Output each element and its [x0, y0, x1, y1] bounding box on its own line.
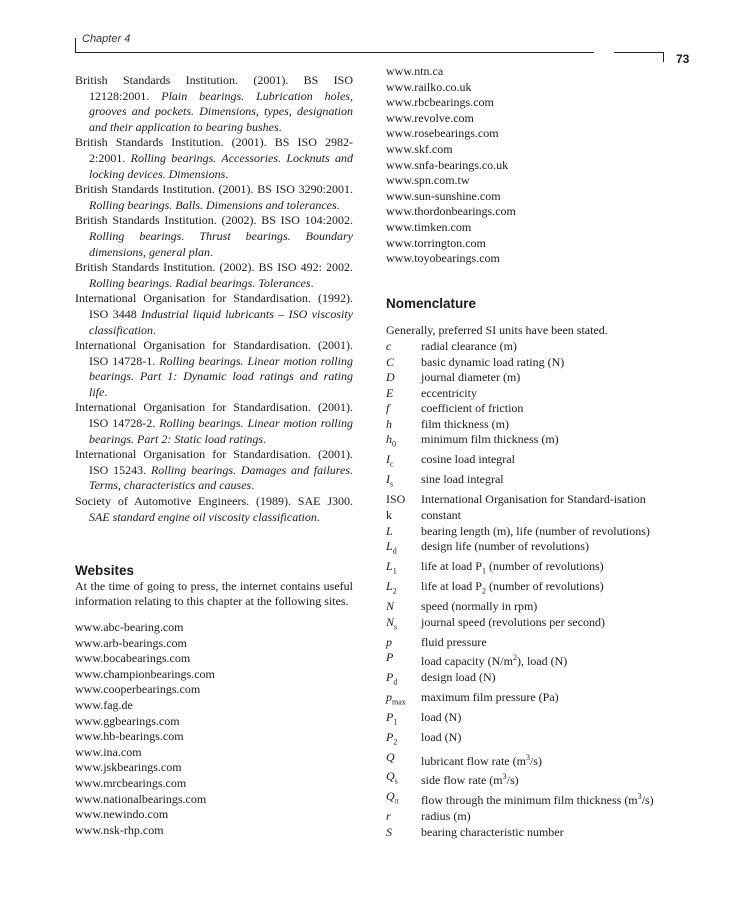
nomenclature-description: radius (m): [421, 809, 471, 824]
reference-end: .: [310, 275, 314, 290]
nomenclature-symbol: P: [386, 650, 394, 665]
reference-entry: [75, 135, 353, 182]
reference-title: Rolling bearings. Accessories. Locknuts and locking devices. Dimensions: [89, 150, 353, 181]
symbol-subscript: s: [394, 622, 398, 632]
nomenclature-entry: [386, 401, 666, 417]
reference-title: Industrial liquid lubricants – ISO viscosity classification: [89, 306, 353, 337]
nomenclature-description: minimum film thickness (m): [421, 432, 559, 447]
nomenclature-description: basic dynamic load rating (N): [421, 354, 565, 369]
symbol-subscript: 1: [392, 566, 397, 576]
website-url[interactable]: www.rbcbearings.com: [386, 95, 494, 110]
website-url[interactable]: www.spn.com.tw: [386, 173, 470, 188]
nomenclature-entry: [386, 615, 666, 635]
desc-subscript: 2: [481, 586, 486, 596]
nomenclature-entry: [386, 472, 666, 492]
website-url[interactable]: www.ina.com: [75, 744, 142, 759]
website-url[interactable]: www.rosebearings.com: [386, 126, 499, 141]
nomenclature-entry: [386, 635, 666, 651]
reference-source: British Standards Institution. (2001). BS ISO 2982-2:2001.: [75, 135, 353, 165]
nomenclature-entry: [386, 650, 666, 670]
reference-source: British Standards Institution. (2001). BS ISO 12128:2001.: [75, 73, 353, 103]
symbol-subscript: max: [392, 697, 406, 707]
reference-source: Society of Automotive Engineers. (1989). SAE J300.: [75, 494, 353, 509]
nomenclature-intro: Generally, preferred SI units have been stated.: [386, 323, 608, 338]
reference-source: International Organisation for Standardisation. (1992). ISO 3448: [75, 291, 353, 321]
reference-end: .: [225, 166, 229, 181]
symbol-subscript: d: [393, 677, 398, 687]
header-rule: [75, 38, 76, 52]
website-url[interactable]: www.cooperbearings.com: [75, 682, 201, 697]
nomenclature-symbol: $P_d$: [386, 669, 398, 687]
nomenclature-symbol: $N_s$: [386, 614, 398, 632]
desc-superscript: 3: [637, 792, 642, 802]
nomenclature-symbol: $P_2$: [386, 729, 398, 747]
reference-source: British Standards Institution. (2002). BS ISO 492: 2002.: [75, 260, 353, 275]
website-list: [75, 620, 353, 838]
reference-end: .: [251, 478, 255, 493]
reference-end: .: [316, 509, 320, 524]
nomenclature-description: fluid pressure: [421, 634, 487, 649]
reference-entry: [75, 494, 353, 525]
website-list: [386, 64, 666, 267]
nomenclature-entry: [386, 599, 666, 615]
website-url[interactable]: www.revolve.com: [386, 110, 474, 125]
reference-title: Plain bearings. Lubrication holes, grooves and pockets. Dimensions, types, designation and their application to bearing bushes: [89, 88, 353, 134]
nomenclature-entry: [386, 452, 666, 472]
nomenclature-description: International Organisation for Standard-isation: [421, 492, 646, 507]
nomenclature-entry: [386, 417, 666, 433]
nomenclature-entry: [386, 809, 666, 825]
symbol-subscript: 2: [393, 737, 398, 747]
symbol-subscript: π: [394, 796, 399, 806]
nomenclature-symbol: $P_1$: [386, 709, 398, 727]
nomenclature-entry: [386, 750, 666, 770]
nomenclature-entry: [386, 492, 666, 508]
nomenclature-description: life at load $P_2$ (number of revolutions): [421, 579, 604, 596]
nomenclature-description: load capacity $(N/m^2)$, load (N): [421, 653, 568, 669]
website-url[interactable]: www.ntn.ca: [386, 64, 444, 78]
page-number: 73: [676, 52, 690, 66]
website-url[interactable]: www.thordonbearings.com: [386, 204, 516, 219]
nomenclature-symbol: E: [386, 385, 394, 400]
nomenclature-description: radial clearance (m): [421, 338, 517, 353]
reference-title: Rolling bearings. Balls. Dimensions and tolerances: [89, 197, 337, 212]
reference-end: .: [278, 119, 282, 134]
nomenclature-symbol: h: [386, 416, 392, 431]
reference-list: [75, 73, 353, 525]
website-url[interactable]: www.nsk-rhp.com: [75, 822, 164, 837]
reference-entry: [75, 73, 353, 135]
website-url[interactable]: www.bocabearings.com: [75, 651, 191, 666]
website-url[interactable]: www.jskbearings.com: [75, 760, 182, 775]
nomenclature-symbol: $I_c$: [386, 452, 394, 469]
website-url[interactable]: www.snfa-bearings.co.uk: [386, 157, 509, 172]
symbol-subscript: 2: [392, 586, 397, 596]
website-url[interactable]: www.toyobearings.com: [386, 251, 500, 266]
reference-title: Rolling bearings. Linear motion rolling bearings. Part 2: Static load ratings: [89, 416, 353, 446]
nomenclature-description: side flow rate $(m^3/s)$: [421, 772, 519, 788]
reference-end: .: [263, 431, 266, 446]
desc-subscript: 1: [481, 566, 486, 576]
website-url[interactable]: www.torrington.com: [386, 235, 486, 250]
websites-intro: At the time of going to press, the internet contains useful information relating to this chapter at the following sites.: [75, 578, 353, 609]
nomenclature-symbol: D: [386, 370, 395, 385]
nomenclature-description: bearing length (m), life (number of revolutions): [421, 523, 650, 538]
symbol-subscript: s: [390, 479, 394, 489]
header-rule: [663, 52, 664, 62]
nomenclature-entry: [386, 355, 666, 371]
nomenclature-symbol: Q: [386, 749, 395, 764]
desc-superscript: 2: [512, 653, 517, 663]
nomenclature-entry: [386, 539, 666, 559]
symbol-subscript: s: [394, 776, 398, 786]
website-url[interactable]: www.skf.com: [386, 141, 453, 156]
nomenclature-symbol: ISO: [386, 492, 406, 507]
website-url[interactable]: www.timken.com: [386, 219, 472, 234]
nomenclature-entry: [386, 690, 666, 710]
reference-title: SAE standard engine oil viscosity classification: [89, 509, 317, 524]
header-rule: [614, 52, 663, 53]
reference-title: Rolling bearings. Damages and failures. Terms, characteristics and causes: [89, 462, 353, 493]
website-url[interactable]: www.newindo.com: [75, 807, 169, 822]
nomenclature-symbol: C: [386, 354, 395, 369]
website-url[interactable]: www.abc-bearing.com: [75, 620, 184, 634]
nomenclature-entry: [386, 432, 666, 452]
nomenclature-symbol: r: [386, 809, 391, 824]
nomenclature-description: design life (number of revolutions): [421, 539, 589, 554]
website-url[interactable]: www.railko.co.uk: [386, 79, 472, 94]
nomenclature-entry: [386, 524, 666, 540]
nomenclature-description: load (N): [421, 729, 462, 744]
reference-title: Rolling bearings. Linear motion rolling bearings. Part 1: Dynamic load ratings and rating life: [89, 353, 353, 399]
websites-heading: Websites: [75, 563, 135, 579]
reference-entry: [75, 400, 353, 447]
nomenclature-description: journal speed (revolutions per second): [421, 614, 605, 629]
nomenclature-description: load (N): [421, 709, 462, 724]
reference-end: .: [210, 244, 213, 259]
website-url[interactable]: www.hb-bearings.com: [75, 729, 184, 744]
nomenclature-entry: [386, 559, 666, 579]
nomenclature-entry: [386, 579, 666, 599]
reference-source: International Organisation for Standardisation. (2001). ISO 15243.: [75, 447, 353, 477]
right-column: [386, 64, 666, 841]
nomenclature-entry: [386, 370, 666, 386]
nomenclature-symbol: $I_s$: [386, 472, 394, 489]
desc-superscript: 3: [502, 772, 507, 782]
reference-entry: [75, 291, 353, 338]
nomenclature-entry: [386, 789, 666, 809]
website-url[interactable]: www.nationalbearings.com: [75, 791, 207, 806]
chapter-label: Chapter 4: [82, 33, 131, 45]
header-rule: [75, 52, 594, 53]
website-url[interactable]: www.fag.de: [75, 697, 133, 712]
symbol-subscript: c: [390, 459, 394, 469]
symbol-subscript: 1: [393, 717, 398, 727]
symbol-subscript: 0: [392, 439, 396, 449]
nomenclature-entry: [386, 339, 666, 355]
reference-entry: [75, 213, 353, 260]
reference-entry: [75, 447, 353, 494]
nomenclature-description: flow through the minimum film thickness $(m^3/s)$: [421, 792, 654, 808]
reference-source: British Standards Institution. (2001). BS ISO 3290:2001.: [75, 182, 353, 197]
nomenclature-entry: [386, 508, 666, 524]
nomenclature-description: lubricant flow rate $(m^3/s)$: [421, 752, 542, 768]
reference-entry: [75, 182, 353, 213]
desc-superscript: 3: [525, 752, 530, 762]
reference-title: Rolling bearings. Thrust bearings. Boundary dimensions, general plan: [89, 228, 353, 259]
website-url[interactable]: www.championbearings.com: [75, 666, 215, 681]
left-column: [75, 73, 353, 838]
website-url[interactable]: www.mrcbearings.com: [75, 775, 187, 790]
reference-entry: [75, 260, 353, 291]
nomenclature-description: constant: [421, 508, 461, 523]
nomenclature-symbol: $Q_\pi$: [386, 789, 399, 806]
reference-source: International Organisation for Standardisation. (2001). ISO 14728-1.: [75, 338, 353, 368]
reference-end: .: [153, 322, 156, 337]
nomenclature-heading: Nomenclature: [386, 295, 477, 311]
nomenclature-symbol: L: [386, 523, 393, 538]
nomenclature-entry: [386, 730, 666, 750]
reference-title: Rolling bearings. Radial bearings. Tolerances: [89, 275, 311, 290]
website-url[interactable]: www.ggbearings.com: [75, 713, 180, 728]
nomenclature-description: design load (N): [421, 669, 496, 684]
nomenclature-symbol: $Q_s$: [386, 769, 398, 786]
nomenclature-symbol: p: [386, 634, 392, 649]
nomenclature-description: life at load $P_1$ (number of revolutions): [421, 559, 604, 576]
nomenclature-description: film thickness (m): [421, 416, 509, 431]
nomenclature-entry: [386, 386, 666, 402]
nomenclature-symbol: $L_2$: [386, 579, 397, 596]
reference-end: .: [336, 197, 340, 212]
nomenclature-symbol: N: [386, 599, 395, 614]
nomenclature-symbol: $p_{max}$: [386, 689, 406, 707]
nomenclature-entry: [386, 769, 666, 789]
website-url[interactable]: www.arb-bearings.com: [75, 635, 187, 650]
symbol-subscript: d: [392, 546, 397, 556]
nomenclature-entry: [386, 825, 666, 841]
nomenclature-description: sine load integral: [421, 472, 504, 487]
nomenclature-description: speed (normally in rpm): [421, 599, 538, 614]
nomenclature-symbol: f: [386, 401, 390, 416]
nomenclature-symbol: $L_1$: [386, 559, 397, 576]
nomenclature-description: maximum film pressure (Pa): [421, 689, 559, 704]
nomenclature-symbol: $h_0$: [386, 432, 396, 449]
nomenclature-symbol: k: [386, 508, 392, 523]
nomenclature-symbol: S: [386, 825, 392, 840]
nomenclature-symbol: $L_d$: [386, 539, 397, 556]
website-url[interactable]: www.sun-sunshine.com: [386, 188, 501, 203]
nomenclature-symbol: c: [386, 338, 392, 353]
nomenclature-description: bearing characteristic number: [421, 825, 564, 840]
nomenclature-description: journal diameter (m): [421, 370, 521, 385]
nomenclature-description: coefficient of friction: [421, 401, 524, 416]
nomenclature-description: eccentricity: [421, 385, 477, 400]
reference-source: International Organisation for Standardisation. (2001). ISO 14728-2.: [75, 400, 353, 431]
nomenclature-entry: [386, 670, 666, 690]
nomenclature-description: cosine load integral: [421, 452, 515, 467]
reference-end: .: [104, 384, 108, 399]
reference-entry: [75, 338, 353, 400]
nomenclature-entry: [386, 710, 666, 730]
reference-source: British Standards Institution. (2002). BS ISO 104:2002.: [75, 213, 353, 228]
nomenclature-list: [386, 339, 666, 841]
